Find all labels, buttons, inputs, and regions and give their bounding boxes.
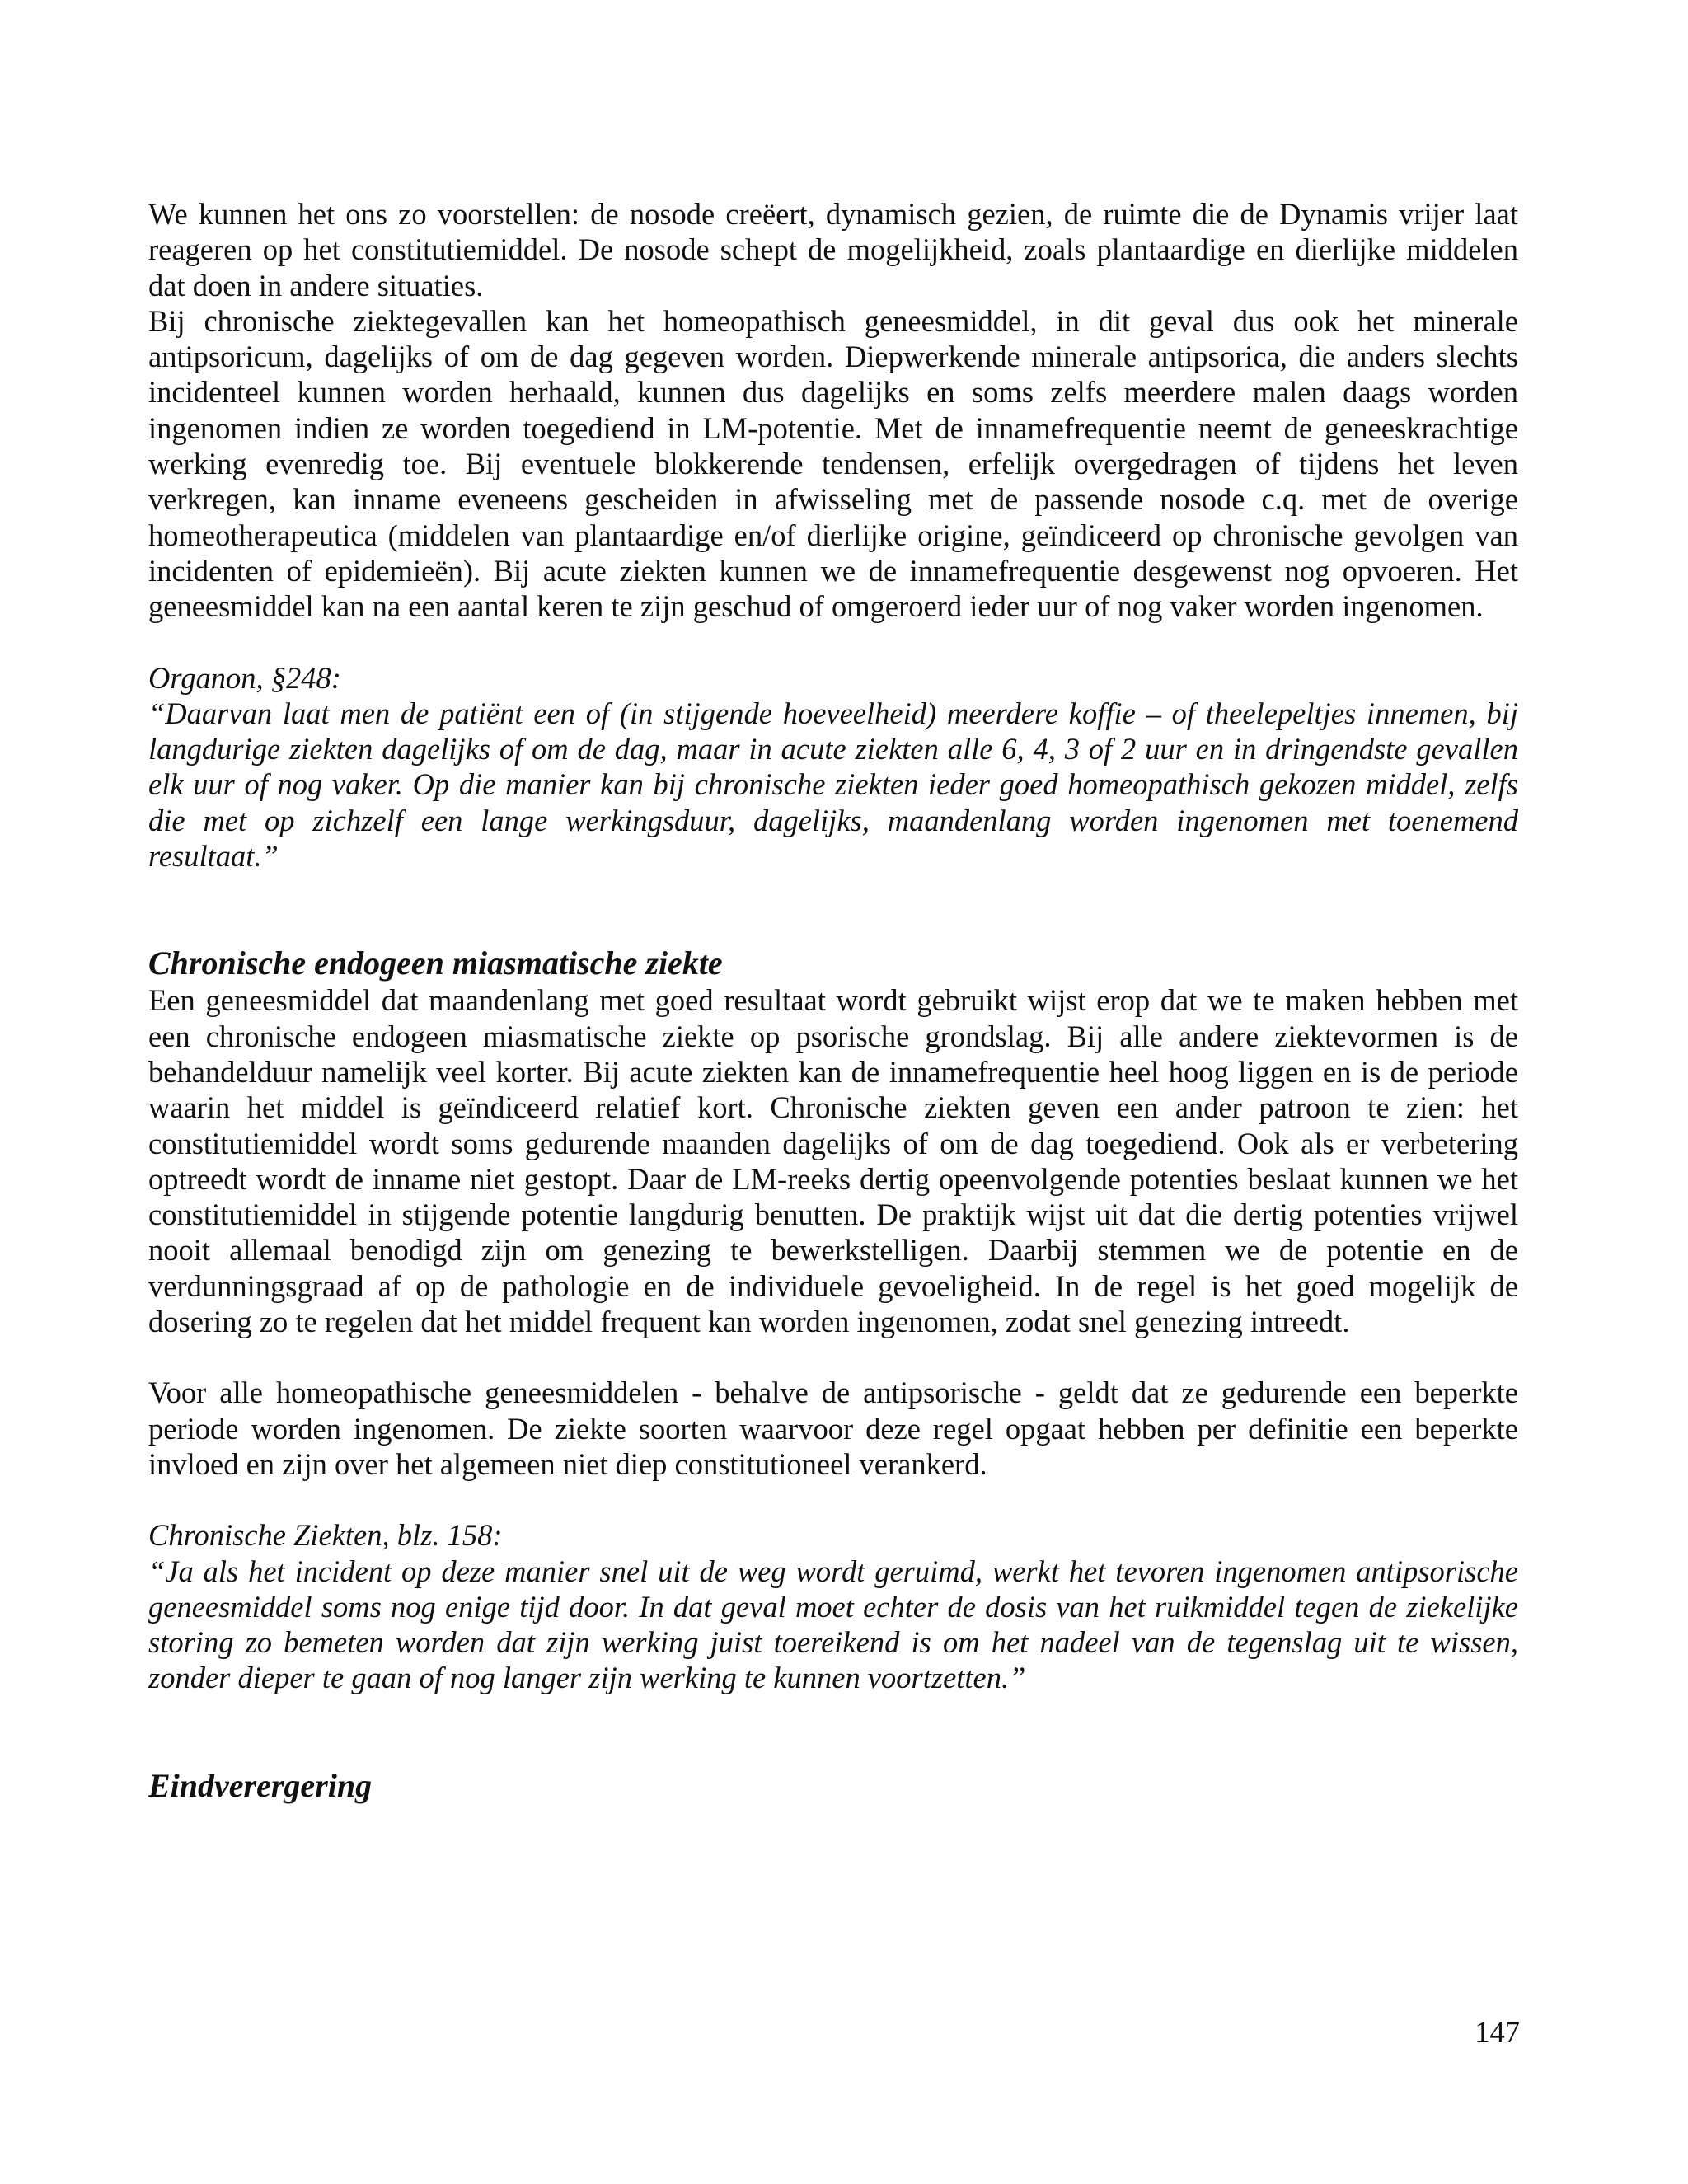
section-heading-eindverergering: Eindverergering xyxy=(148,1766,373,1804)
spacer xyxy=(148,625,1518,660)
paragraph-nosode: We kunnen het ons zo voorstellen: de nosode creëert, dynamisch gezien, de ruimte die de Dynamis vrijer laat reageren op het constitutiemiddel. De nosode schept de mogelijkheid, zoals plantaardige en dierlijke middelen dat doen in andere situaties. xyxy=(148,197,1518,302)
quote-organon: “Daarvan laat men de patiënt een of (in stijgende hoeveelheid) meerdere koffie – of theelepeltjes innemen, bij langdurige ziekten dagelijks of om de dag, maar in acute ziekten alle 6, 4, 3 of 2 uur en in dringendste gevallen elk uur of nog vaker. Op die manier kan bij chronische ziekten ieder goed homeopathisch gekozen middel, zelfs die met op zichzelf een lange werkingsduur, dagelijks, maandenlang worden ingenomen met toenemend resultaat.” xyxy=(148,696,1518,874)
page-number: 147 xyxy=(1475,2015,1520,2049)
spacer xyxy=(148,1482,1518,1517)
paragraph-chronic-disease: Een geneesmiddel dat maandenlang met goed resultaat wordt gebruikt wijst erop dat we te maken hebben met een chronische endogeen miasmatische ziekte op psorische grondslag. Bij alle andere ziektevormen is de behandelduur namelijk veel korter. Bij acute ziekten kan de innamefrequentie heel hoog liggen en is de periode waarin het middel is geïndiceerd relatief kort. Chronische ziekten geven een ander patroon te zien: het constitutiemiddel wordt soms gedurende maanden dagelijks of om de dag toegediend. Ook als er verbetering optreedt wordt de inname niet gestopt. Daar de LM-reeks dertig opeenvolgende potenties beslaat kunnen we het constitutiemiddel in stijgende potentie langdurig benutten. De praktijk wijst uit dat die dertig potenties vrijwel nooit allemaal benodigd zijn om genezing te bewerkstelligen. Daarbij stemmen we de potentie en de verdunningsgraad af op de pathologie en de individuele gevoeligheid. In de regel is het goed mogelijk de dosering zo te regelen dat het middel frequent kan worden ingenomen, zodat snel genezing intreedt. xyxy=(148,983,1518,1339)
section-heading-chronic: Chronische endogeen miasmatische ziekte xyxy=(148,944,723,982)
quote-source-chronische-ziekten: Chronische Ziekten, blz. 158: xyxy=(148,1518,503,1553)
quote-chronische-ziekten: “Ja als het incident op deze manier snel uit de weg wordt geruimd, werkt het tevoren ingenomen antipsorische geneesmiddel soms nog enige tijd door. In dat geval moet echter de dosis van het ruikmiddel tegen de ziekelijke storing zo bemeten worden dat zijn werking juist toereikend is om het nadeel van de tegenslag uit te wissen, zonder dieper te gaan of nog langer zijn werking te kunnen voortzetten.” xyxy=(148,1554,1518,1695)
paragraph-chronic-cases: Bij chronische ziektegevallen kan het homeopathisch geneesmiddel, in dit geval dus ook het minerale antipsoricum, dagelijks of om de dag gegeven worden. Diepwerkende minerale antipsorica, die anders slechts incidenteel kunnen worden herhaald, kunnen dus dagelijks en soms zelfs meerdere malen daags worden ingenomen indien ze worden toegediend in LM-potentie. Met de innamefrequentie neemt de geneeskrachtige werking evenredig toe. Bij eventuele blokkerende tendensen, erfelijk overgedragen of tijdens het leven verkregen, kan inname eveneens gescheiden in afwisseling met de passende nosode c.q. met de overige homeotherapeutica (middelen van plantaardige en/of dierlijke origine, geïndiceerd op chronische gevolgen van incidenten of epidemieën). Bij acute ziekten kunnen we de innamefrequentie desgewenst nog opvoeren. Het geneesmiddel kan na een aantal keren te zijn geschud of omgeroerd ieder uur of nog vaker worden ingenomen. xyxy=(148,303,1518,624)
spacer xyxy=(148,874,1518,944)
paragraph-all-remedies: Voor alle homeopathische geneesmiddelen - behalve de antipsorische - geldt dat ze gedurende een beperkte periode worden ingenomen. De ziekte soorten waarvoor deze regel opgaat hebben per definitie een beperkte invloed en zijn over het algemeen niet diep constitutioneel verankerd. xyxy=(148,1376,1518,1481)
quote-source-organon: Organon, §248: xyxy=(148,660,341,695)
spacer xyxy=(148,1339,1518,1375)
page-body xyxy=(148,196,1518,1805)
spacer xyxy=(148,1696,1518,1767)
